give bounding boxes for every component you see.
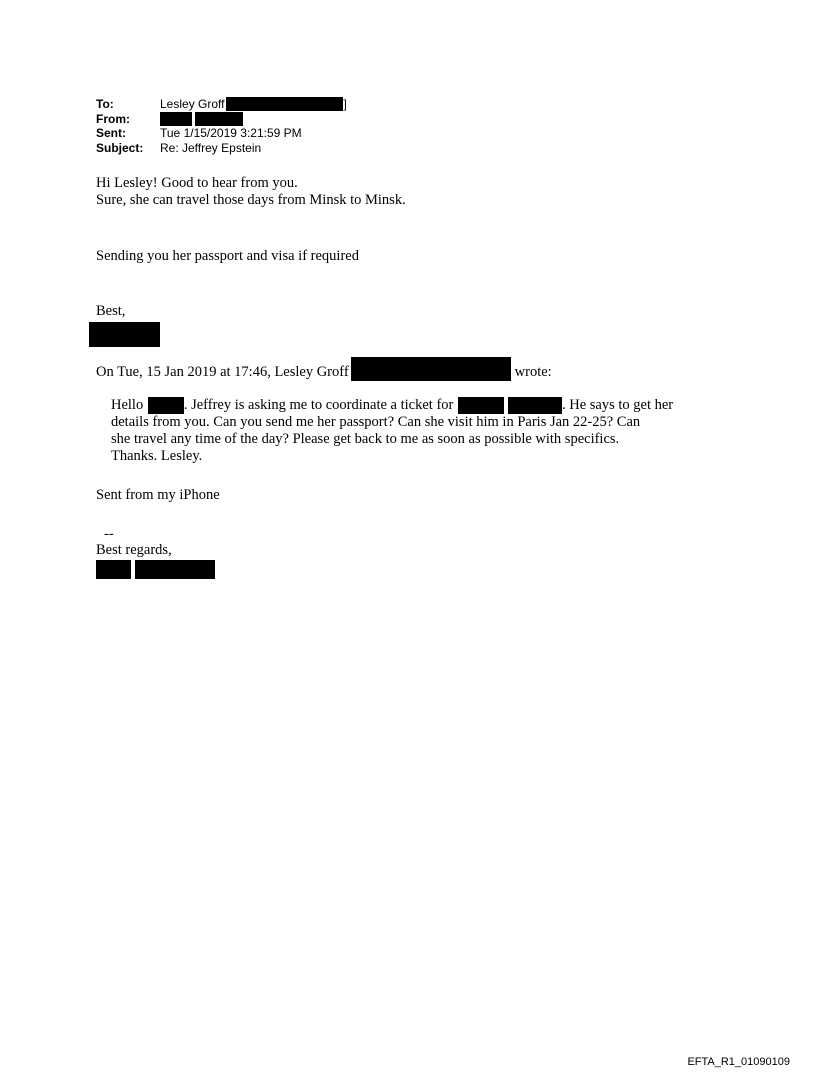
quoted-line-3: she travel any time of the day? Please get back to me as soon as possible with specifics. (111, 431, 620, 447)
signature-dashes: -- (104, 526, 114, 542)
quoted-line-2: details from you. Can you send me her passport? Can she visit him in Paris Jan 22-25? Can (111, 414, 641, 430)
reply-line-1: Hi Lesley! Good to hear from you. (96, 175, 298, 191)
document-id: EFTA_R1_01090109 (687, 1056, 790, 1068)
sent-label: Sent: (96, 126, 126, 140)
from-first-redaction (160, 112, 192, 126)
to-label: To: (96, 97, 114, 111)
quoted-hello: Hello (111, 397, 144, 413)
from-label: From: (96, 111, 130, 126)
quote-intro-prefix: On Tue, 15 Jan 2019 at 17:46, Lesley Groff (96, 364, 349, 380)
reply-line-3: Sending you her passport and visa if required (96, 248, 359, 264)
to-close-bracket: ] (343, 97, 347, 111)
sender-name-redaction (89, 322, 160, 347)
quote-intro (96, 357, 552, 381)
quoted-line-4: Thanks. Lesley. (111, 448, 203, 464)
to-email-redaction (226, 97, 343, 111)
recipient-name-redaction (148, 397, 184, 414)
best-regards: Best regards, (96, 542, 172, 558)
quote-intro-email-redaction (351, 357, 511, 381)
subject-label: Subject: (96, 140, 144, 155)
signature-last-redaction (135, 560, 215, 579)
quoted-part-1: . Jeffrey is asking me to coordinate a ticket for (183, 397, 454, 413)
sent-from-line: Sent from my iPhone (96, 487, 220, 503)
quoted-part-2: . He says to get her (561, 397, 674, 413)
quote-intro-suffix: wrote: (514, 364, 552, 380)
to-value (160, 97, 347, 112)
sent-value: Tue 1/15/2019 3:21:59 PM (160, 126, 302, 140)
quoted-line-1 (111, 397, 673, 414)
from-value (160, 112, 243, 127)
from-last-redaction (195, 112, 243, 126)
traveler-last-redaction (508, 397, 562, 414)
reply-signoff: Best, (96, 303, 126, 319)
to-name: Lesley Groff (160, 97, 225, 111)
subject-value: Re: Jeffrey Epstein (160, 140, 262, 155)
signature-first-redaction (96, 560, 131, 579)
reply-line-2: Sure, she can travel those days from Minsk to Minsk. (96, 192, 406, 208)
traveler-first-redaction (458, 397, 504, 414)
quoted-message (111, 397, 673, 465)
